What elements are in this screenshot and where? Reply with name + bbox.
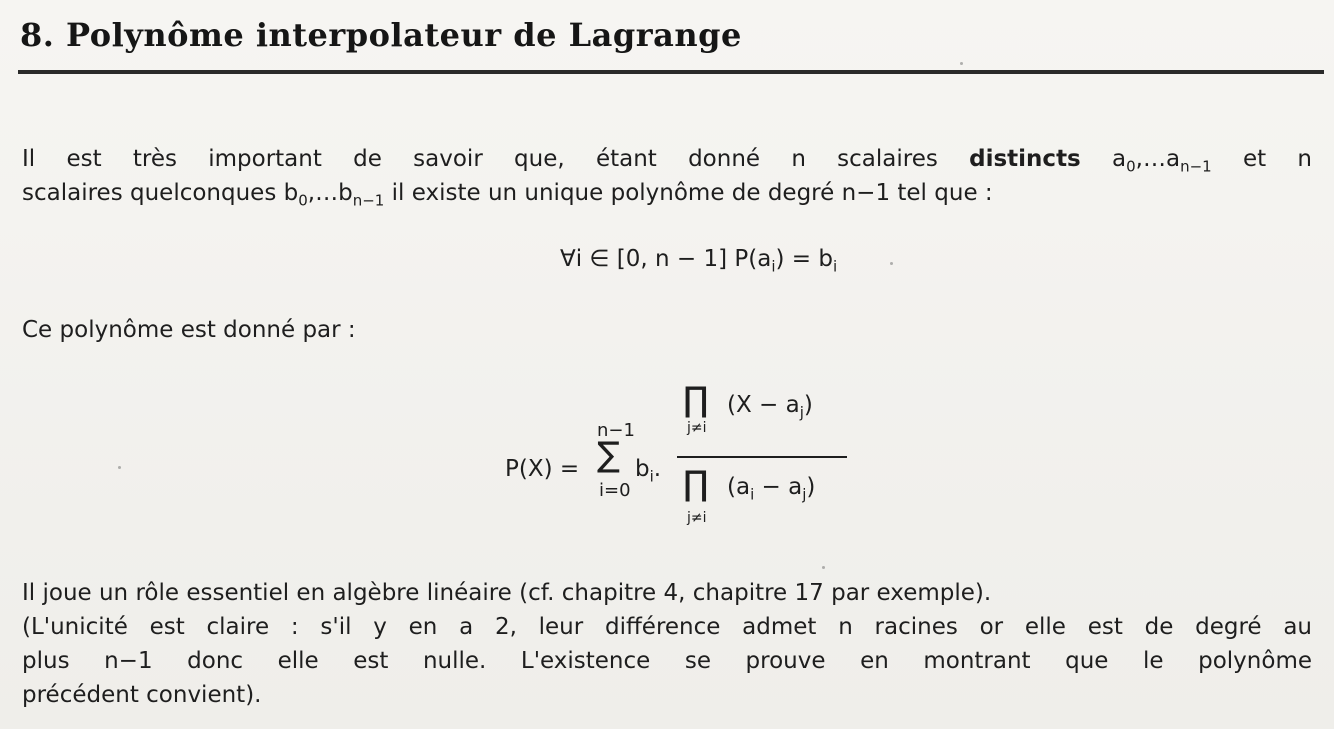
conclusion-line-4: précédent convient). [22,682,262,708]
scan-speck [890,262,893,265]
given-by-text: Ce polynôme est donné par : [22,317,356,343]
intro-paragraph [22,142,1312,210]
title-underline [18,70,1324,74]
scan-speck [822,566,825,569]
denominator-expression: $(a_i - a_j)$ [727,474,816,504]
fraction-bar [677,456,847,458]
formula-lhs: P(X) = [505,456,580,482]
lagrange-formula [505,380,865,550]
conclusion-line-1: Il joue un rôle essentiel en algèbre linéaire (cf. chapitre 4, chapitre 17 par exemple). [22,580,992,606]
formula-coefficient: $b_i$. [635,456,662,486]
denominator-product-index: j≠i [687,510,707,526]
numerator-product-symbol: ∏ [683,380,709,420]
numerator-expression: $(X - a_j)$ [727,392,813,422]
conclusion-paragraph [22,576,1312,712]
conclusion-line-3: plus n−1 donc elle est nulle. L'existence se prouve en montrant que le polynôme [22,648,1312,674]
scan-speck [118,466,121,469]
bold-distincts: distincts [969,146,1081,172]
intro-line-1: Il est très important de savoir que, étant donné n scalaires distincts $a_0,\dots a_{n-1}$ et n [22,146,1312,176]
scan-speck [960,62,963,65]
conclusion-line-2: (L'unicité est claire : s'il y en a 2, leur différence admet n racines or elle est de degré au [22,614,1312,640]
intro-line-2: scalaires quelconques $b_0,\dots b_{n-1}$ il existe un unique polynôme de degré n−1 tel que : [22,180,993,210]
sum-symbol: ∑ [597,435,620,475]
sum-upper-bound: n−1 [597,420,635,441]
section-title: 8. Polynôme interpolateur de Lagrange [20,16,742,54]
numerator-product-index: j≠i [687,420,707,436]
interpolation-condition: ∀i ∈ [0, n − 1] $P(a_i) = b_i$ [560,246,838,276]
sum-lower-bound: i=0 [599,480,631,501]
denominator-product-symbol: ∏ [683,464,709,504]
